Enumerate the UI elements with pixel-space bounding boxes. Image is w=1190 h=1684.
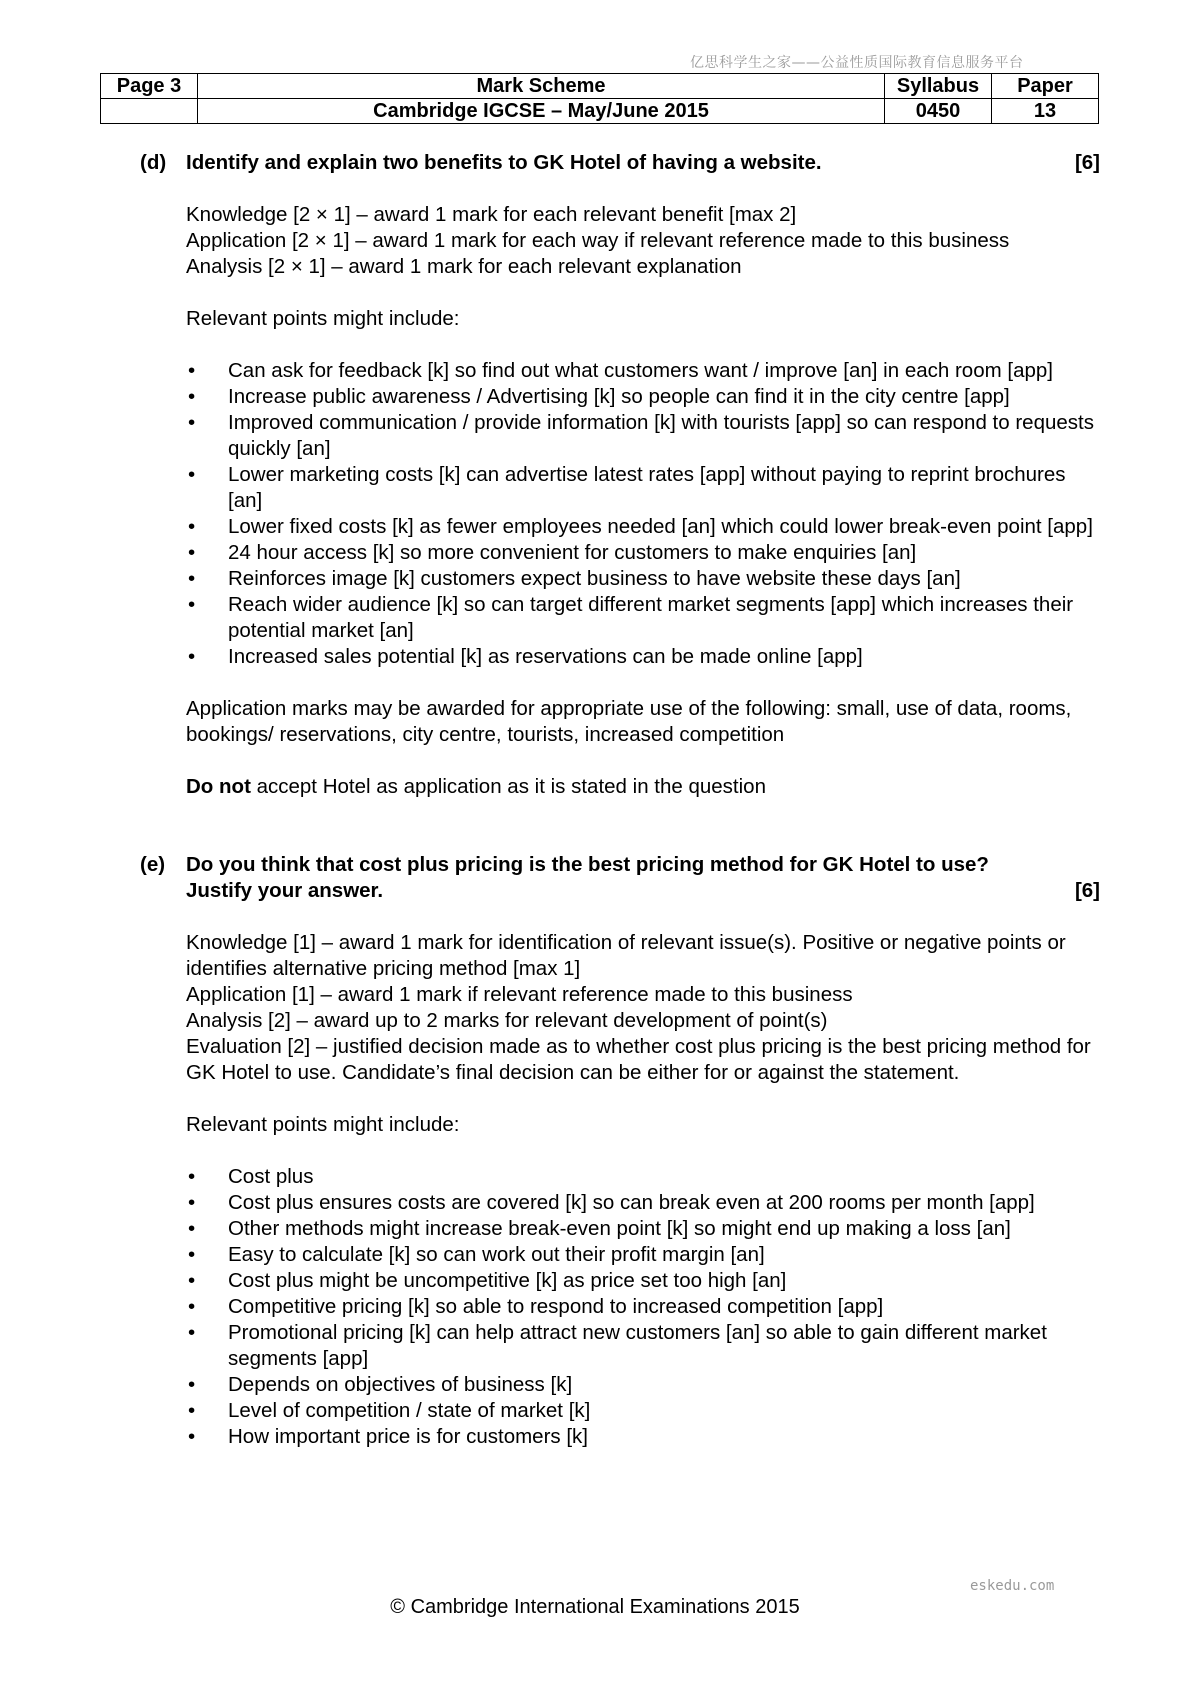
list-item: • Easy to calculate [k] so can work out their profit margin [an]	[186, 1242, 1100, 1268]
question-letter: (e)	[140, 853, 166, 876]
list-item: • Other methods might increase break-even point [k] so might end up making a loss [an]	[186, 1216, 1100, 1242]
list-item: • Lower fixed costs [k] as fewer employees needed [an] which could lower break-even point [app]	[186, 514, 1100, 540]
criterion: Knowledge [2 × 1] – award 1 mark for each relevant benefit [max 2]	[186, 203, 797, 226]
points-intro: Relevant points might include:	[186, 1113, 460, 1136]
relevant-points-list	[140, 358, 1100, 670]
relevant-points-list	[140, 1164, 1100, 1450]
question-e-heading	[140, 852, 1100, 904]
list-item: • Reach wider audience [k] so can target different market segments [app] which increases their potential market [an]	[186, 592, 1100, 644]
marking-criteria	[140, 930, 1100, 1086]
header-empty-cell	[101, 99, 198, 124]
page-content	[140, 150, 1100, 1450]
do-not-bold: Do not	[186, 775, 251, 798]
list-item: • Cost plus	[186, 1164, 1100, 1190]
question-d-heading	[140, 150, 1100, 176]
list-item: • Increase public awareness / Advertising [k] so people can find it in the city centre [app]	[186, 384, 1100, 410]
application-note: Application marks may be awarded for appropriate use of the following: small, use of data, rooms, bookings/ reservations, city centre, tourists, increased competition	[186, 697, 1072, 746]
watermark-top: 亿思科学生之家——公益性质国际教育信息服务平台	[690, 55, 1024, 71]
list-item: • Competitive pricing [k] so able to respond to increased competition [app]	[186, 1294, 1100, 1320]
list-item: • Cost plus might be uncompetitive [k] as price set too high [an]	[186, 1268, 1100, 1294]
copyright-footer: © Cambridge International Examinations 2015	[390, 1596, 800, 1618]
syllabus-code: 0450	[885, 99, 992, 124]
list-item: • Cost plus ensures costs are covered [k] so can break even at 200 rooms per month [app]	[186, 1190, 1100, 1216]
document-subtitle: Cambridge IGCSE – May/June 2015	[198, 99, 885, 124]
do-not-rest: accept Hotel as application as it is stated in the question	[250, 775, 766, 798]
question-marks: [6]	[1074, 151, 1100, 174]
list-item: • Increased sales potential [k] as reservations can be made online [app]	[186, 644, 1100, 670]
question-text-line-2: Justify your answer.	[186, 879, 384, 902]
list-item: • Promotional pricing [k] can help attract new customers [an] so able to gain different market segments [app]	[186, 1320, 1100, 1372]
criterion: Evaluation [2] – justified decision made as to whether cost plus pricing is the best pricing method for GK Hotel to use. Candidate’s final decision can be either for or against the statement.	[186, 1035, 1091, 1084]
list-item: • Reinforces image [k] customers expect business to have website these days [an]	[186, 566, 1100, 592]
list-item: • Can ask for feedback [k] so find out what customers want / improve [an] in each room [app]	[186, 358, 1100, 384]
list-item: • Depends on objectives of business [k]	[186, 1372, 1100, 1398]
question-text-line-1: Do you think that cost plus pricing is the best pricing method for GK Hotel to use?	[186, 853, 989, 876]
criterion: Application [1] – award 1 mark if relevant reference made to this business	[186, 983, 853, 1006]
list-item: • Improved communication / provide information [k] with tourists [app] so can respond to requests quickly [an]	[186, 410, 1100, 462]
question-marks: [6]	[1074, 879, 1100, 902]
syllabus-label: Syllabus	[885, 74, 992, 99]
marking-criteria	[140, 202, 1100, 280]
criterion: Application [2 × 1] – award 1 mark for each way if relevant reference made to this business	[186, 229, 1010, 252]
document-title: Mark Scheme	[198, 74, 885, 99]
list-item: • Lower marketing costs [k] can advertise latest rates [app] without paying to reprint brochures [an]	[186, 462, 1100, 514]
do-not-note	[140, 774, 1100, 800]
list-item: • How important price is for customers [k]	[186, 1424, 1100, 1450]
list-item: • Level of competition / state of market [k]	[186, 1398, 1100, 1424]
criterion: Analysis [2] – award up to 2 marks for relevant development of point(s)	[186, 1009, 828, 1032]
criterion: Analysis [2 × 1] – award 1 mark for each relevant explanation	[186, 255, 742, 278]
question-text: Identify and explain two benefits to GK Hotel of having a website.	[186, 151, 822, 174]
paper-label: Paper	[992, 74, 1099, 99]
points-intro: Relevant points might include:	[186, 307, 460, 330]
watermark-bottom: eskedu.com	[970, 1578, 1055, 1594]
page-number: Page 3	[101, 74, 198, 99]
list-item: • 24 hour access [k] so more convenient for customers to make enquiries [an]	[186, 540, 1100, 566]
criterion: Knowledge [1] – award 1 mark for identification of relevant issue(s). Positive or negative points or identifies alternative pricing method [max 1]	[186, 931, 1066, 980]
question-letter: (d)	[140, 151, 167, 174]
paper-number: 13	[992, 99, 1099, 124]
header-table	[100, 73, 1099, 124]
